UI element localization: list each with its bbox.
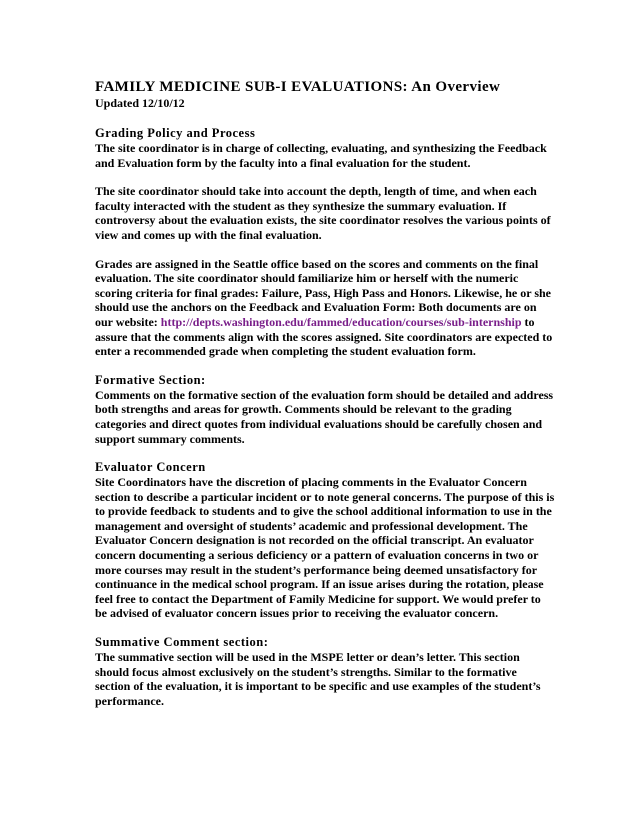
grading-paragraph-1: The site coordinator is in charge of collecting, evaluating, and synthesizing the Feedback and Evaluation form by the faculty into a final evaluation for the student. — [95, 141, 547, 170]
summative-paragraph: The summative section will be used in the MSPE letter or dean’s letter. This section should focus almost exclusively on the student’s strengths. Similar to the formative section of the evaluation, it is important to be specific and use examples of the student’s performance. — [95, 650, 541, 708]
heading-grading-policy: Grading Policy and Process — [95, 126, 256, 140]
heading-evaluator-concern: Evaluator Concern — [95, 460, 206, 475]
document-title: FAMILY MEDICINE SUB-I EVALUATIONS: An Overview — [95, 79, 501, 95]
grading-paragraph-2: The site coordinator should take into account the depth, length of time, and when each faculty interacted with the student as they synthesize the summary evaluation. If controversy about the evaluation exists, the site coordinator resolves the various points of view and comes up with the final evaluation. — [95, 184, 551, 242]
evaluator-concern-paragraph: Site Coordinators have the discretion of placing comments in the Evaluator Concern section to describe a particular incident or to note general concerns. The purpose of this is to provide feedback to students and to give the school additional information to use in the management and oversight of students’ academic and professional development. The Evaluator Concern designation is not recorded on the official transcript. An evaluator concern documenting a serious deficiency or a pattern of evaluation concerns in two or more courses may result in the student’s performance being deemed unsatisfactory for continuance in the medical school program. If an issue arises during the rotation, please feel free to contact the Department of Family Medicine for support. We would prefer to be advised of evaluator concern issues prior to receiving the evaluator concern. — [95, 475, 555, 621]
grading-paragraph-3 — [95, 257, 555, 359]
heading-summative-comment: Summative Comment section: — [95, 635, 269, 650]
grading-paragraph-3-text: Grades are assigned in the Seattle office based on the scores and comments on the final evaluation. The site coordinator should familiarize him or herself with the numeric scoring criteria for final grades: Failure, Pass, High Pass and Honors. Likewise, he or she should use the anchors on the Feedback and Evaluation Form: Both documents are on our website: — [95, 256, 551, 329]
sub-internship-link[interactable]: http://depts.washington.edu/fammed/education/courses/sub-internship — [160, 314, 522, 329]
heading-formative-section: Formative Section: — [95, 372, 206, 387]
document-page — [95, 78, 555, 708]
grading-paragraph-3-tail: to assure that the comments align with the scores assigned. Site coordinators are expected to enter a recommended grade when completing the student evaluation form. — [95, 314, 553, 359]
updated-date: Updated 12/10/12 — [95, 96, 185, 110]
formative-paragraph: Comments on the formative section of the evaluation form should be detailed and address both strengths and areas for growth. Comments should be relevant to the grading categories and direct quotes from individual evaluations should be carefully chosen and support summary comments. — [95, 387, 554, 446]
